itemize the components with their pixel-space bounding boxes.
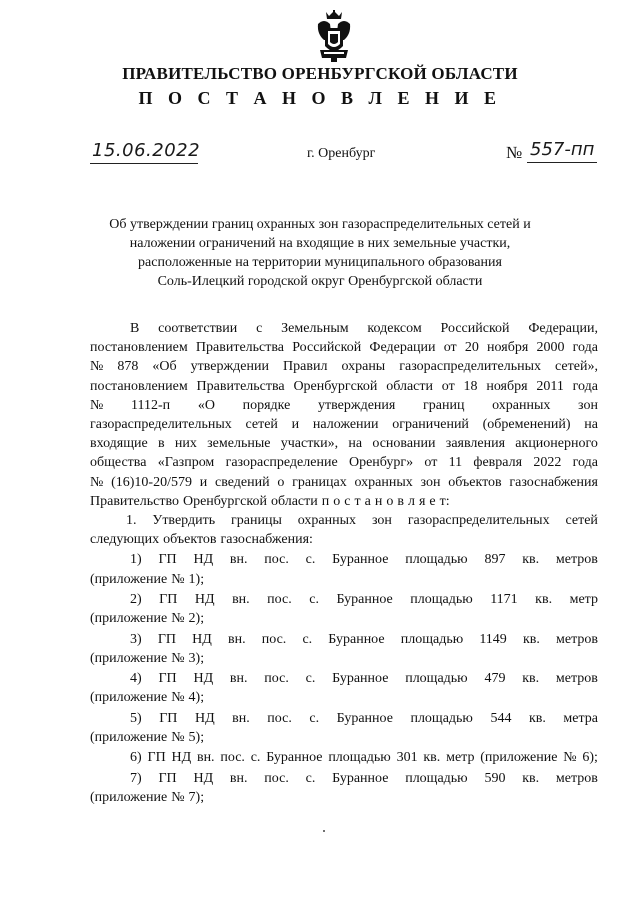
body-line: № 878 «Об утверждении Правил охраны газораспределительных сетей», [90,359,598,375]
body-line: В соответствии с Земельным кодексом Российской Федерации, [130,321,598,336]
body-line: постановлением Правительства Российской Федерации от 20 ноября 2000 года [90,340,598,356]
list-item-line: 2) ГП НД вн. пос. с. Буранное площадью 1171 кв. метр [130,592,598,607]
list-item-line: (приложение № 4); [90,690,205,706]
list-item-line: (приложение № 3); [90,650,205,666]
list-item-line: (приложение № 7); [90,789,205,805]
point-line: следующих объектов газоснабжения: [90,532,313,548]
decree-city: г. Оренбург [307,146,376,161]
subject-line: Об утверждении границ охранных зон газораспределительных сетей и [109,217,531,232]
list-item-line: (приложение № 1); [90,571,205,587]
body-line: Правительство Оренбургской области п о с т а н о в л я е т: [90,493,450,509]
list-item-line: 4) ГП НД вн. пос. с. Буранное площадью 479 кв. метров [130,671,598,687]
list-item-line: (приложение № 2); [90,611,205,627]
body-line: общества «Газпром газораспределение Оренбург» от 11 февраля 2022 года [90,455,598,471]
subject-line: расположенные на территории муниципального образования [138,255,502,270]
decree-title: П О С Т А Н О В Л Е Н И Е [138,88,502,108]
list-item-line: 3) ГП НД вн. пос. с. Буранное площадью 1149 кв. метров [130,631,598,647]
decree-date: 15.06.2022 [92,140,201,161]
page-mark [323,830,325,832]
subject-line: наложении ограничений на входящие в них земельные участки, [129,236,511,251]
body-line: № (16)10-20/579 и сведений о границах охранных зон объектов газоснабжения [90,474,598,490]
decree-number: 557-пп [530,139,595,160]
point-line: 1. Утвердить границы охранных зон газораспределительных сетей [126,512,598,528]
subject-line: Соль-Илецкий городской округ Оренбургской области [157,274,483,289]
body-line: входящие в них земельные участки», на основании заявления акционерного [90,436,598,452]
list-item-line: 6) ГП НД вн. пос. с. Буранное площадью 301 кв. метр (приложение № 6); [130,750,598,766]
body-line: № 1112-п «О порядке утверждения границ охранных зон [90,397,598,413]
coat-of-arms-icon [314,10,354,62]
number-label: № [506,143,523,162]
decree-subject [90,215,550,291]
decree-body [90,319,598,807]
number-underline [527,162,597,163]
list-item-line: 7) ГП НД вн. пос. с. Буранное площадью 590 кв. метров [130,770,598,786]
government-title: ПРАВИТЕЛЬСТВО ОРЕНБУРГСКОЙ ОБЛАСТИ [122,64,518,83]
body-line: постановлением Правительства Оренбургской области от 18 ноября 2011 года [90,378,598,394]
list-item-line: 1) ГП НД вн. пос. с. Буранное площадью 897 кв. метров [130,552,598,568]
list-item-line: (приложение № 5); [90,729,205,745]
body-line: газораспределительных сетей и наложении ограничений (обременений) на [90,416,598,432]
date-underline [90,163,198,164]
list-item-line: 5) ГП НД вн. пос. с. Буранное площадью 544 кв. метра [130,710,598,726]
